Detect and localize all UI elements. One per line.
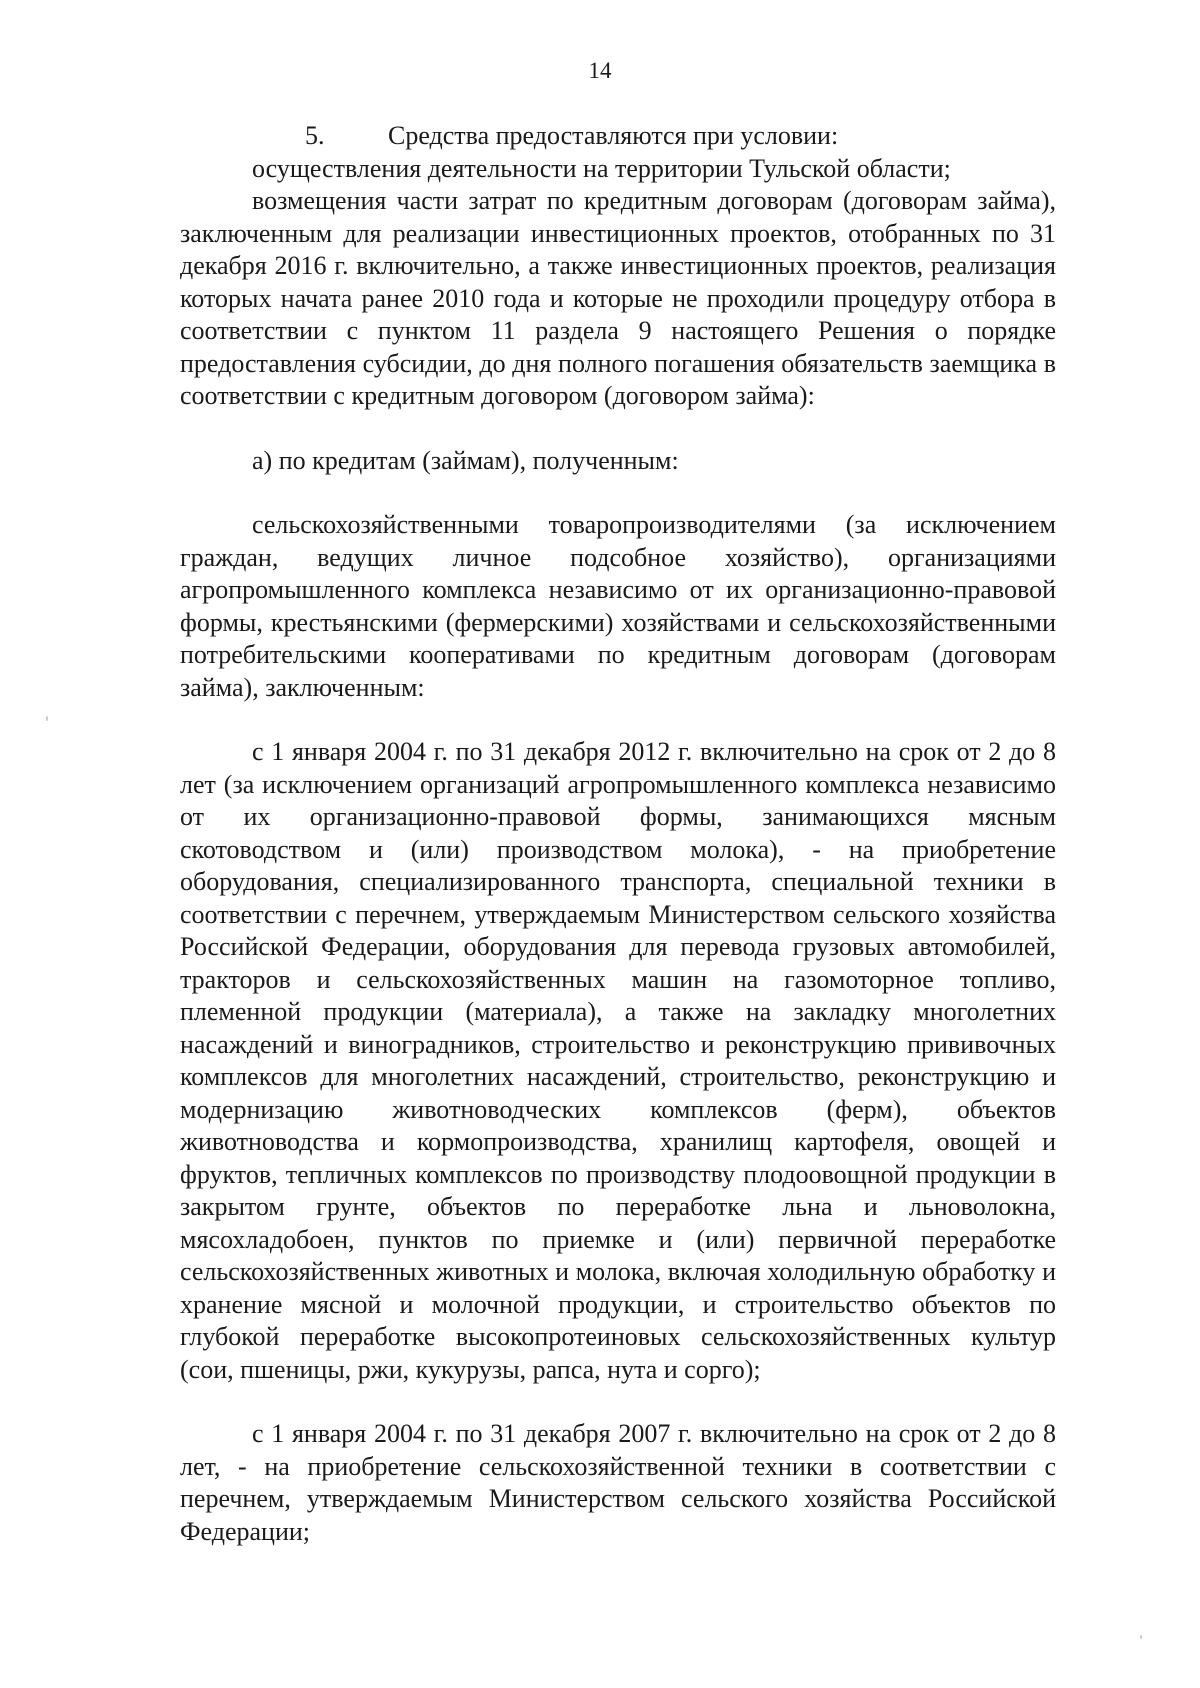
paragraph-2004-2007: с 1 января 2004 г. по 31 декабря 2007 г. включительно на срок от 2 до 8 лет, - на приобретение сельскохозяйственной техники в соответствии с перечнем, утверждаемым Министерством сельского хозяйства Российской Федерации;	[180, 1419, 1056, 1546]
paragraph-cost-compensation: возмещения части затрат по кредитным договорам (договорам займа), заключенным для реализации инвестиционных проектов, отобранных по 31 декабря 2016 г. включительно, а также инвестиционных проектов, реализация которых начата ранее 2010 года и которые не проходили процедуру отбора в соответствии с пунктом 11 раздела 9 настоящего Решения о порядке предоставления субсидии, до дня полного погашения обязательств заемщика в соответствии с кредитным договором (договором займа):	[180, 186, 1056, 410]
paragraph-territory: осуществления деятельности на территории Тульской области;	[252, 153, 951, 183]
document-body	[180, 120, 1056, 1548]
paragraph-2004-2012: с 1 января 2004 г. по 31 декабря 2012 г. включительно на срок от 2 до 8 лет (за исключением организаций агропромышленного комплекса независимо от их организационно-правовой формы, занимающихся мясным скотоводством и (или) производством молока), - на приобретение оборудования, специализированного транспорта, специальной техники в соответствии с перечнем, утверждаемым Министерством сельского хозяйства Российской Федерации, оборудования для перевода грузовых автомобилей, тракторов и сельскохозяйственных машин на газомоторное топливо, племенной продукции (материала), а также на закладку многолетних насаждений и виноградников, строительство и реконструкцию прививочных комплексов для многолетних насаждений, строительство, реконструкцию и модернизацию животноводческих комплексов (ферм), объектов животноводства и кормопроизводства, хранилищ картофеля, овощей и фруктов, тепличных комплексов по производству плодоовощной продукции в закрытом грунте, объектов по переработке льна и льноволокна, мясохладобоен, пунктов по приемке и (или) первичной переработке сельскохозяйственных животных и молока, включая холодильную обработку и хранение мясной и молочной продукции, и строительство объектов по глубокой переработке высокопротеиновых сельскохозяйственных культур (сои, пшеницы, ржи, кукурузы, рапса, нута и сорго);	[180, 737, 1056, 1384]
paragraph-producers: сельскохозяйственными товаропроизводителями (за исключением граждан, ведущих личное подсобное хозяйство), организациями агропромышленного комплекса независимо от их организационно-правовой формы, крестьянскими (фермерскими) хозяйствами и сельскохозяйственными потребительскими кооперативами по кредитным договорам (договорам займа), заключенным:	[180, 510, 1056, 702]
item-5-text: Средства предоставляются при условии:	[388, 121, 839, 150]
scan-speck	[1140, 1635, 1142, 1639]
item-5-heading	[180, 120, 1056, 153]
page-number: 14	[588, 58, 612, 83]
item-5-number: 5.	[305, 121, 325, 150]
paragraph-subitem-a: а) по кредитам (займам), полученным:	[252, 445, 679, 475]
scan-speck	[46, 716, 48, 721]
